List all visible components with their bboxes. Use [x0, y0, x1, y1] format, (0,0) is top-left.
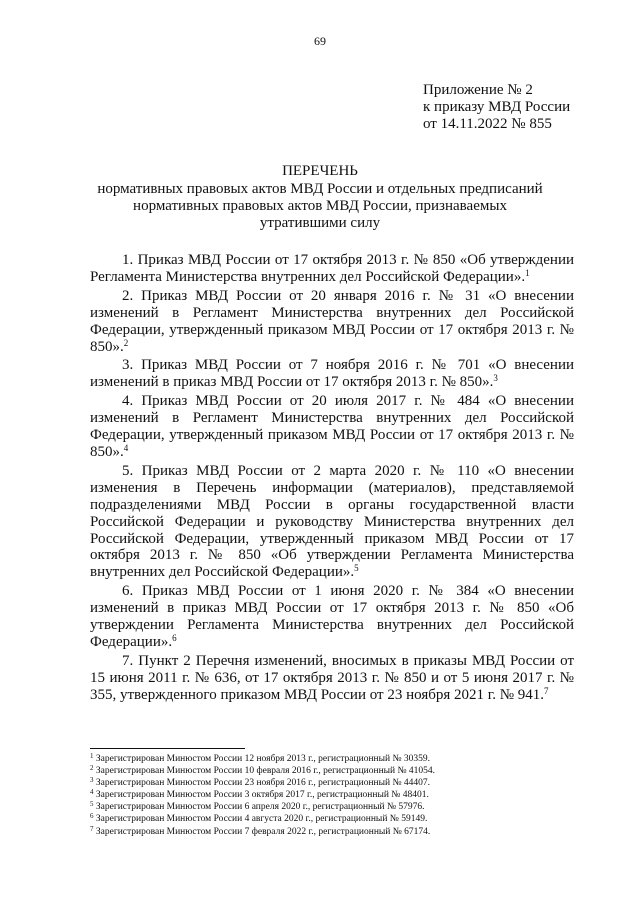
items-list	[90, 252, 574, 706]
footnote-text: Зарегистрирован Минюстом России 4 августа 2020 г., регистрационный № 59149.	[95, 814, 428, 825]
footnotes	[90, 753, 574, 838]
footnote	[90, 777, 574, 789]
document-subtitle	[70, 181, 570, 232]
footnote-text: Зарегистрирован Минюстом России 23 ноября 2016 г., регистрационный № 44407.	[95, 778, 431, 789]
footnote	[90, 801, 574, 813]
footnote-number: 5	[90, 800, 94, 809]
footnote-number: 7	[90, 824, 94, 833]
footnote-text: Зарегистрирован Минюстом России 7 февраля 2022 г., регистрационный № 67174.	[95, 826, 431, 837]
footnote-text: Зарегистрирован Минюстом России 3 октября 2017 г., регистрационный № 48401.	[95, 790, 429, 801]
item-text: 4. Приказ МВД России от 20 июля 2017 г. № 484 «О внесении изменений в Регламент Министерства внутренних дел Российской Федерации, утвержденный приказом МВД России от 17 октября 2013 г. № 850».	[90, 393, 574, 460]
subtitle-line: утратившими силу	[259, 215, 381, 231]
appendix-line: от 14.11.2022 № 855	[423, 116, 552, 132]
subtitle-line: нормативных правовых актов МВД России, признаваемых	[133, 198, 507, 214]
list-item	[90, 463, 574, 581]
item-text: 6. Приказ МВД России от 1 июня 2020 г. № 384 «О внесении изменений в приказ МВД России от 17 октября 2013 г. № 850 «Об утверждении Регламента Министерства внутренних дел Российской Федерации».	[90, 583, 574, 650]
list-item	[90, 357, 574, 391]
list-item	[90, 288, 574, 356]
appendix-line: к приказу МВД России	[423, 99, 571, 115]
appendix-line: Приложение № 2	[423, 82, 533, 98]
footnote-ref: 2	[123, 337, 129, 348]
footnote	[90, 753, 574, 765]
footnote-number: 6	[90, 812, 94, 821]
footnote-divider	[90, 748, 245, 749]
footnote	[90, 789, 574, 801]
list-item	[90, 393, 574, 461]
footnote-text: Зарегистрирован Минюстом России 6 апреля 2020 г., регистрационный № 57976.	[95, 802, 425, 813]
list-item	[90, 252, 574, 286]
footnote-ref: 3	[493, 373, 498, 384]
footnote-ref: 6	[172, 632, 177, 643]
footnote-ref: 1	[525, 267, 530, 278]
footnote-ref: 7	[544, 685, 549, 696]
appendix-block	[423, 82, 570, 133]
list-item	[90, 653, 574, 704]
footnote-ref: 4	[123, 442, 129, 453]
footnote-number: 3	[90, 776, 94, 785]
footnote	[90, 813, 574, 825]
item-text: 1. Приказ МВД России от 17 октября 2013 г. № 850 «Об утверждении Регламента Министерства внутренних дел Российской Федерации».	[90, 252, 574, 285]
page-number: 69	[314, 34, 326, 48]
item-text: 7. Пункт 2 Перечня изменений, вносимых в приказы МВД России от 15 июня 2011 г. № 636, от 17 октября 2013 г. № 850 и от 5 июня 2017 г. № 355, утвержденного приказом МВД России от 23 ноября 2021 г. № 941.	[90, 652, 574, 703]
document-title: ПЕРЕЧЕНЬ	[282, 163, 358, 179]
footnote-text: Зарегистрирован Минюстом России 12 ноября 2013 г., регистрационный № 30359.	[95, 754, 431, 764]
item-text: 5. Приказ МВД России от 2 марта 2020 г. № 110 «О внесении изменения в Перечень информации (материалов), представляемой подразделениями МВД России в органы государственной власти Российской Федерации и руководству Министерства внутренних дел Российской Федерации, утвержденный приказом МВД России от 17 октября 2013 г. № 850 «Об утверждении Регламента Министерства внутренних дел Российской Федерации».	[90, 462, 574, 581]
list-item	[90, 583, 574, 651]
subtitle-line: нормативных правовых актов МВД России и отдельных предписаний	[97, 181, 543, 197]
item-text: 3. Приказ МВД России от 7 ноября 2016 г. № 701 «О внесении изменений в приказ МВД России от 17 октября 2013 г. № 850».	[90, 357, 574, 391]
footnote	[90, 826, 574, 838]
item-text: 2. Приказ МВД России от 20 января 2016 г. № 31 «О внесении изменений в Регламент Министерства внутренних дел Российской Федерации, утвержденный приказом МВД России от 17 октября 2013 г. № 850».	[90, 287, 574, 355]
footnote-number: 2	[90, 764, 94, 773]
footnote-number: 1	[90, 752, 94, 760]
footnote-ref: 5	[354, 563, 359, 574]
footnote-text: Зарегистрирован Минюстом России 10 февраля 2016 г., регистрационный № 41054.	[95, 766, 436, 777]
footnote-number: 4	[90, 788, 94, 797]
footnote	[90, 765, 574, 777]
